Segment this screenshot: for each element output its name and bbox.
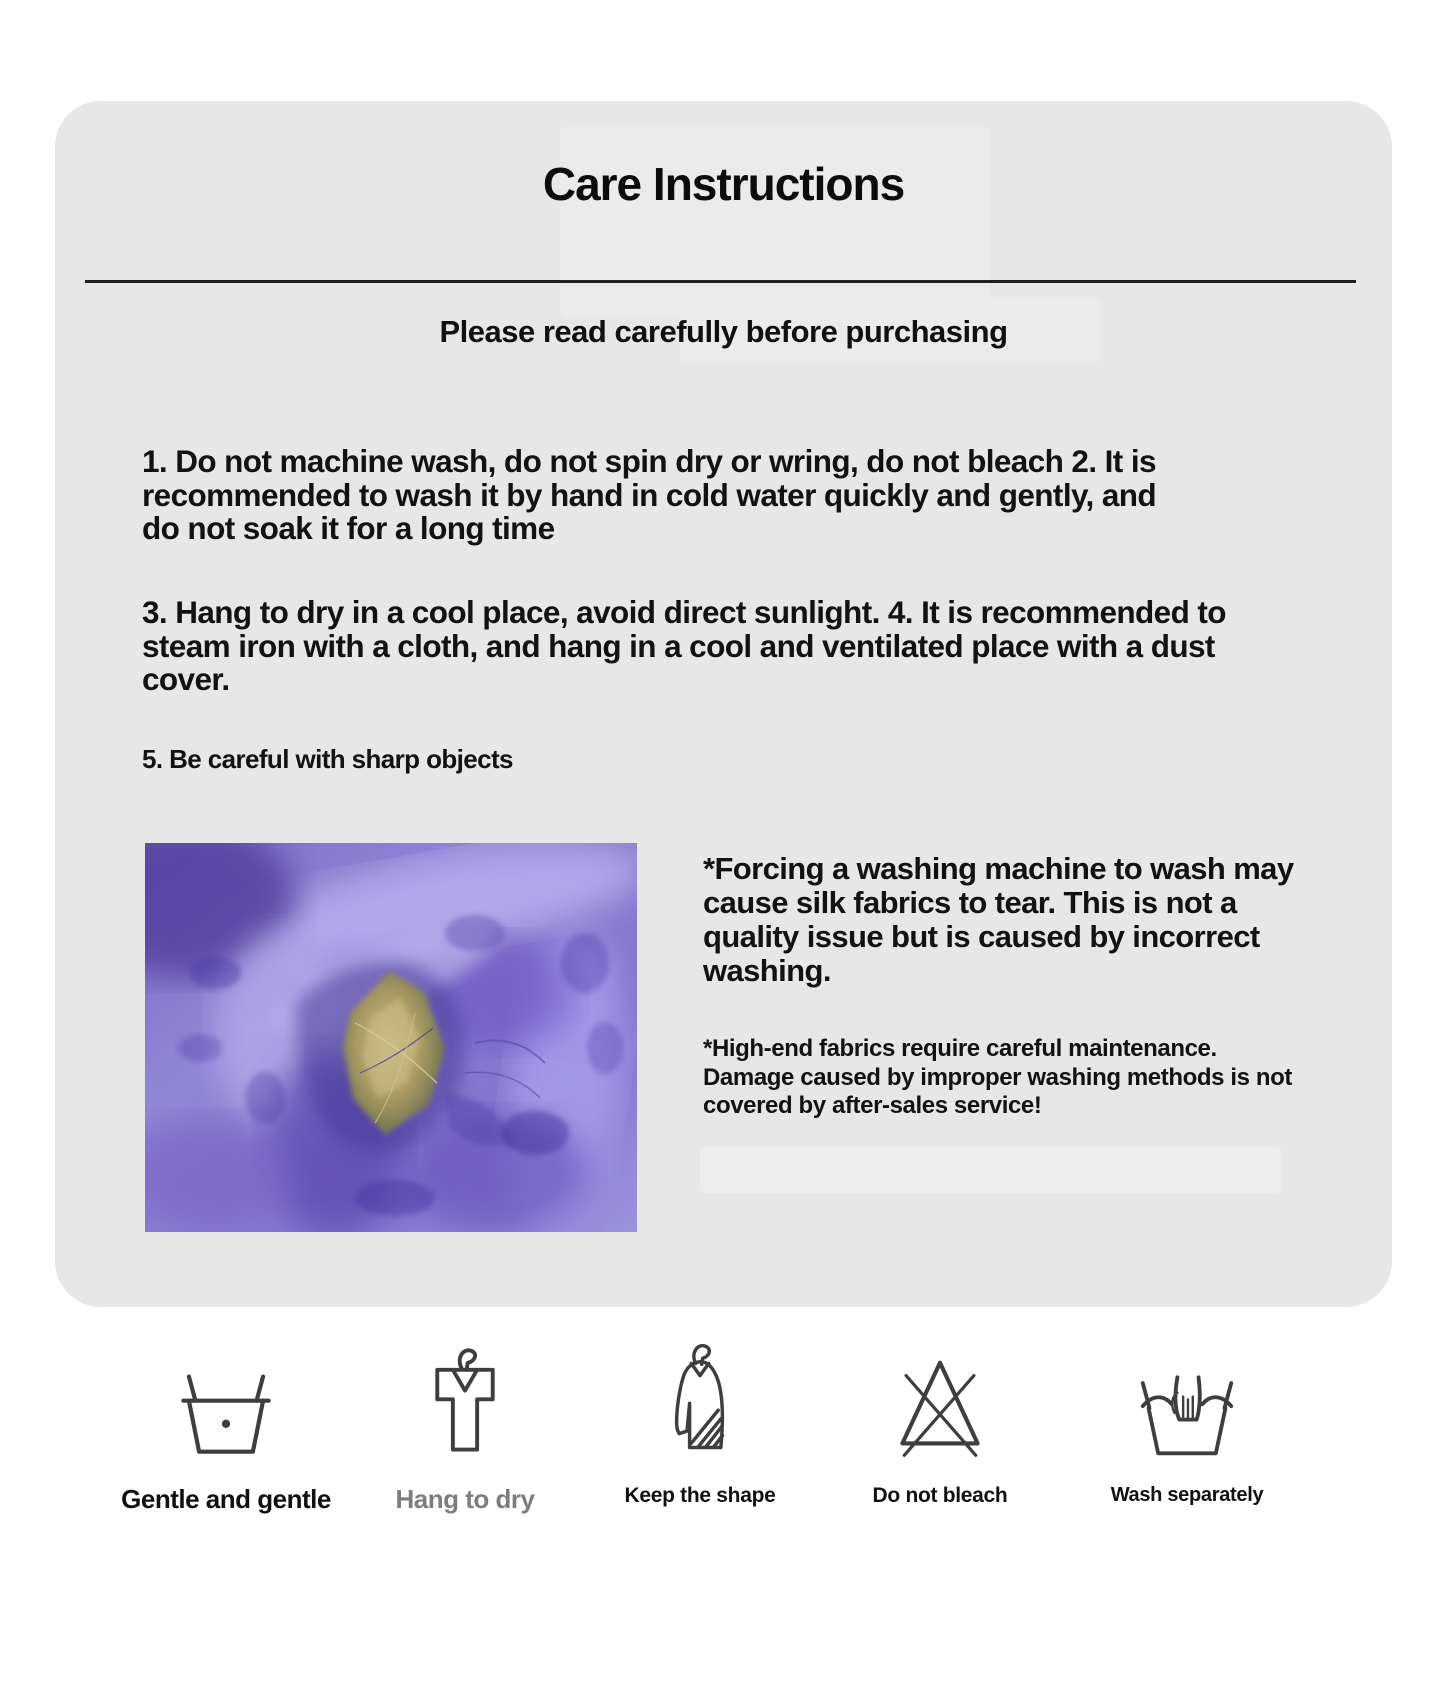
- instruction-paragraph-1: 1. Do not machine wash, do not spin dry or wring, do not bleach 2. It is recommended to wash it by hand in cold water quickly and gently, and do not soak it for a long time: [142, 443, 1157, 546]
- fabric-image: [145, 843, 637, 1232]
- do-not-bleach-icon: [885, 1338, 995, 1460]
- care-symbol-wash-separately: [1067, 1338, 1307, 1507]
- care-symbol-gentle-wash: [106, 1338, 346, 1515]
- care-symbol-no-bleach: [820, 1338, 1060, 1508]
- care-card: [55, 101, 1392, 1307]
- divider-line: [85, 280, 1356, 283]
- gentle-wash-basin-icon: [170, 1338, 282, 1460]
- care-symbol-label: Gentle and gentle: [121, 1484, 331, 1514]
- care-symbols-row: [0, 1338, 1445, 1538]
- note-after-sales-warning: *High-end fabrics require careful maintenance. Damage caused by improper washing methods is not covered by after-sales service!: [703, 1035, 1292, 1119]
- fabric-damage-photo: [145, 843, 637, 1232]
- background-patch: [700, 1147, 1282, 1193]
- keep-the-shape-icon: [648, 1338, 752, 1460]
- instruction-item-5: 5. Be careful with sharp objects: [142, 744, 513, 774]
- note-machine-wash-warning: *Forcing a washing machine to wash may cause silk fabrics to tear. This is not a quality issue but is caused by incorrect washing.: [703, 851, 1294, 988]
- page-title: Care Instructions: [542, 158, 905, 210]
- care-symbol-label: Keep the shape: [624, 1484, 776, 1507]
- care-symbol-label: Do not bleach: [872, 1484, 1008, 1507]
- care-symbol-keep-shape: [580, 1338, 820, 1508]
- care-symbol-label: Wash separately: [1110, 1484, 1264, 1506]
- instruction-paragraph-2: 3. Hang to dry in a cool place, avoid direct sunlight. 4. It is recommended to steam iron with a cloth, and hang in a cool and ventilated place with a dust cover.: [142, 594, 1226, 697]
- care-symbol-hang-dry: [345, 1338, 585, 1515]
- subtitle: Please read carefully before purchasing: [439, 314, 1008, 349]
- care-symbol-label: Hang to dry: [395, 1484, 535, 1514]
- background-patch: [560, 127, 990, 317]
- hang-to-dry-icon: [413, 1338, 517, 1460]
- wash-separately-icon: [1129, 1338, 1245, 1460]
